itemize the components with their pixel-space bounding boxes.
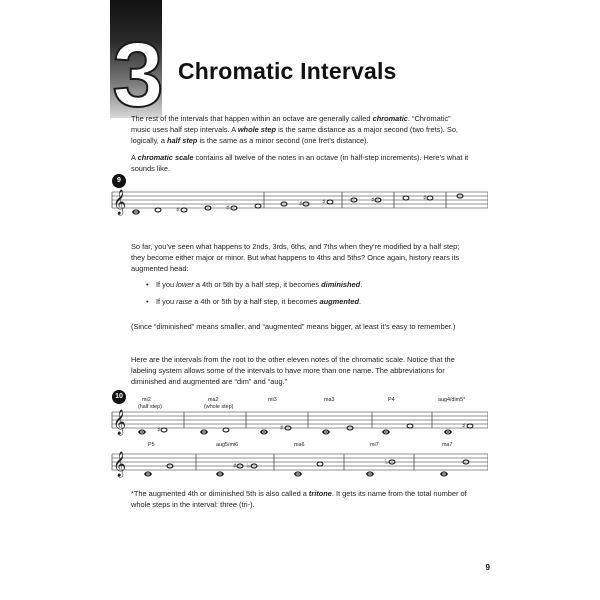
chapter-number: 3 [112,24,164,126]
interval-label-ma2: ma2 [208,397,219,403]
interval-label-aug4-dim5: aug4/dim5* [438,397,466,403]
interval-label-mi2: mi2 [142,397,151,403]
example-marker-9: 9 [112,174,126,188]
svg-text:♯: ♯ [233,462,237,470]
svg-text:♯: ♯ [423,194,427,202]
svg-text:♯: ♯ [322,198,326,206]
page-number: 9 [485,563,490,572]
paragraph-intervals-intro: Here are the intervals from the root to the other eleven notes of the chromatic scale. Notice that the labeling system allows some of the intervals to have more than one name. The abbreviations for diminished and augmented are “dim” and “aug.” [131,355,455,386]
interval-label-p4: P4 [388,397,395,403]
svg-text:♯: ♯ [280,424,284,432]
interval-label-mi2-sub: (half step) [138,404,162,410]
intervals-staff-row-2 [108,440,488,480]
treble-clef-icon: 𝄞 [113,190,127,215]
interval-label-ma2-sub: (whole step) [204,404,234,410]
svg-text:♯: ♯ [176,206,180,214]
paragraph-chromatic-scale: A chromatic scale contains all twelve of the notes in an octave (in half-step increments). Here’s what it sounds like. [131,153,469,173]
treble-clef-icon: 𝄞 [113,410,127,435]
bullet-raise: • If you raise a 4th or 5th by a half step, it becomes augmented. [146,296,466,307]
example-marker-10: 10 [112,390,126,404]
chromatic-scale-staff [108,186,488,218]
svg-text:♭: ♭ [385,458,389,466]
interval-label-p5: P5 [148,442,155,448]
row2-labels [148,442,453,448]
svg-text:♯: ♯ [226,204,230,212]
treble-clef-icon: 𝄞 [113,452,127,477]
bullet-lower: • If you lower a 4th or 5th by a half step, it becomes diminished. [146,279,466,290]
bullet-list [146,279,466,313]
chapter-title: Chromatic Intervals [178,58,397,84]
svg-text:♯: ♯ [157,426,161,434]
interval-label-mi7: mi7 [370,442,379,448]
interval-label-ma7: ma7 [442,442,453,448]
interval-label-ma3: ma3 [324,397,335,403]
svg-text:♯: ♯ [299,200,303,208]
paragraph-intro: The rest of the intervals that happen within an octave are generally called chromatic. “Chromatic” music uses half step intervals. A whole step is the same distance as a major second (two frets). So, logically, a half step is the same as a minor second (one fret’s distance). [131,114,458,145]
interval-label-ma6: ma6 [294,442,305,448]
paragraph-fourths-fifths: So far, you’ve seen what happens to 2nds, 3rds, 6ths, and 7ths when they’re modified by a half step; they become either major or minor. But what happens to 4ths and 5ths? Once again, history rears its augmented head: [131,242,460,273]
interval-label-mi3: mi3 [268,397,277,403]
svg-text:♯: ♯ [462,422,466,430]
paragraph-remember: (Since “diminished” means smaller, and “augmented” means bigger, at least it’s easy to remember.) [131,322,456,331]
row1-labels [138,397,466,410]
svg-text:♭: ♭ [247,462,251,470]
intervals-staff-row-1 [108,392,488,440]
svg-text:♯: ♯ [371,196,375,204]
interval-label-aug5-mi6: aug5/mi6 [216,442,239,448]
footnote-tritone: *The augmented 4th or diminished 5th is also called a tritone. It gets its name from the total number of whole steps in the interval: three (tri-). [131,489,467,509]
